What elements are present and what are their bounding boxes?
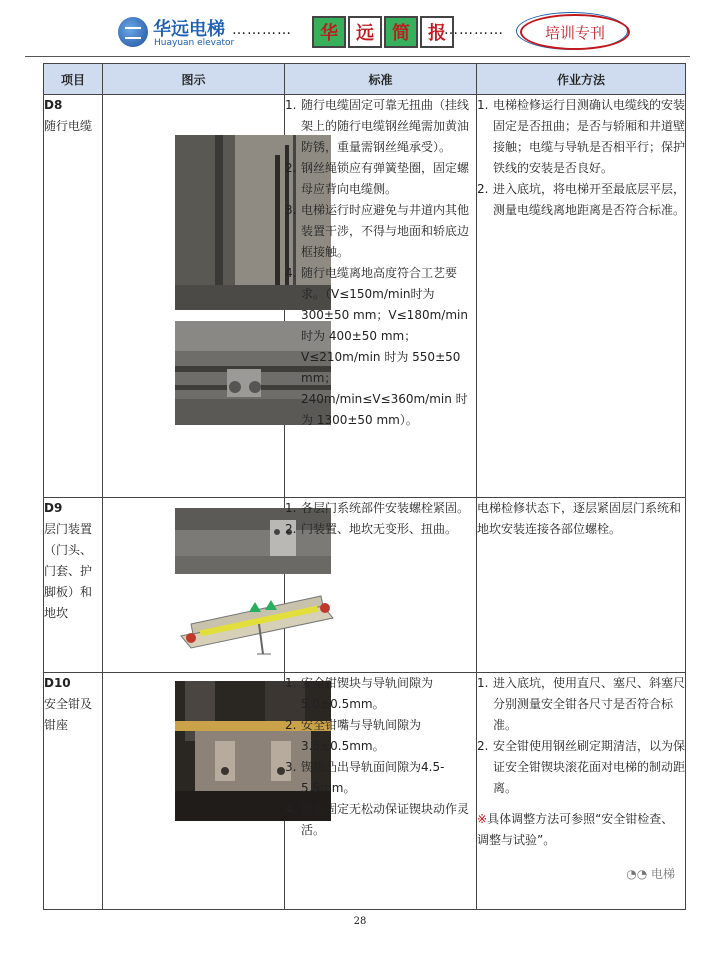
list-item: 1. 进入底坑，使用直尺、塞尺、斜塞尺分别测量安全钳各尺寸是否符合标准。 — [477, 676, 686, 732]
item-code: D8 — [44, 98, 63, 112]
training-tag: 培训专刊 — [520, 14, 630, 50]
list-item: 2. 进入底坑，将电梯开至最底层平层，测量电缆线离地距离是否符合标准。 — [477, 182, 686, 217]
note-text: 具体调整方法可参照“安全钳检查、调整与试验”。 — [477, 812, 674, 847]
logo-english: Huayuan elevator — [154, 38, 235, 48]
item-code: D10 — [44, 676, 71, 690]
adjustment-note — [477, 809, 685, 851]
company-logo-icon — [118, 17, 148, 47]
col-header-method: 作业方法 — [477, 64, 686, 95]
list-item: 3. 锲块凸出导轨面间隙为4.5-5.5mm。 — [285, 760, 445, 795]
newsletter-title — [312, 16, 456, 46]
header-dots-left: ………… — [232, 22, 292, 38]
method-cell — [477, 95, 686, 498]
header-dots-right: ………… — [444, 22, 504, 38]
standard-list — [285, 498, 476, 540]
item-name: 安全钳及钳座 — [44, 697, 93, 732]
table-row — [44, 673, 686, 910]
header — [0, 0, 720, 60]
standard-cell — [285, 673, 477, 910]
method-cell — [477, 673, 686, 910]
table-row — [44, 95, 686, 498]
source-watermark: ◔◔ 电梯 — [626, 867, 675, 881]
illustration-cell — [103, 673, 285, 910]
table-header-row — [44, 64, 686, 95]
logo-chinese: 华远电梯 — [153, 19, 225, 40]
list-item: 2. 钢丝绳锁应有弹簧垫圈，固定螺母应背向电缆侧。 — [285, 161, 470, 196]
item-name: 层门装置（门头、门套、护脚板）和地坎 — [44, 522, 93, 620]
note-mark: ※ — [477, 812, 488, 826]
method-list — [477, 673, 685, 799]
standard-list — [285, 95, 476, 431]
list-item: 1. 各层门系统部件安装螺栓紧固。 — [285, 501, 470, 515]
list-item: 1. 安全钳锲块与导轨间隙为5.0±0.5mm。 — [285, 676, 434, 711]
col-header-standard: 标准 — [285, 64, 477, 95]
table-row — [44, 498, 686, 673]
list-item: 1. 电梯检修运行目测确认电缆线的安装固定是否扭曲；是否与轿厢和井道壁接触；电缆与导轨是否相平行；保护铁线的安装是否良好。 — [477, 98, 686, 175]
title-char: 远 — [348, 16, 382, 48]
door-hanger-diagram — [173, 584, 345, 664]
title-char: 报 — [420, 16, 454, 48]
standard-list — [285, 673, 476, 841]
list-item: 1. 随行电缆固定可靠无扭曲（挂线架上的随行电缆钢丝绳需加黄油防锈，重量需钢丝绳承受）。 — [285, 98, 470, 154]
col-header-illustration: 图示 — [103, 64, 285, 95]
maintenance-table — [43, 63, 686, 910]
page-number: 28 — [353, 916, 367, 927]
list-item: 2. 安全钳嘴与导轨间隙为3.5±0.5mm。 — [285, 718, 422, 753]
method-text: 电梯检修状态下，逐层紧固层门系统和地坎安装连接各部位螺栓。 — [477, 501, 682, 536]
list-item: 2. 门装置、地坎无变形、扭曲。 — [285, 522, 458, 536]
method-cell — [477, 498, 686, 673]
list-item: 4. 钳座固定无松动保证锲块动作灵活。 — [285, 802, 470, 837]
title-char: 简 — [384, 16, 418, 48]
illustration-cell — [103, 95, 285, 498]
item-code: D9 — [44, 501, 63, 515]
col-header-item: 项目 — [44, 64, 103, 95]
wechat-icon: ◔◔ — [626, 867, 651, 881]
standard-cell — [285, 95, 477, 498]
title-char: 华 — [312, 16, 346, 48]
list-item: 3. 电梯运行时应避免与井道内其他装置干涉，不得与地面和轿底边框接触。 — [285, 203, 470, 259]
header-divider — [25, 56, 690, 57]
item-cell — [44, 95, 103, 498]
item-name: 随行电缆 — [44, 119, 93, 133]
item-cell — [44, 673, 103, 910]
illustration-cell — [103, 498, 285, 673]
list-item: 4. 随行电缆离地高度符合工艺要求。（V≤150m/min时为 300±50 mm；V≤180m/min 时为 400±50 mm；V≤210m/min 时为 550±50 mm；240m/min≤V≤360m/min 时为 1300±50 mm）。 — [285, 266, 468, 427]
method-list — [477, 95, 685, 221]
list-item: 2. 安全钳使用钢丝刷定期清洁，以为保证安全钳锲块滚花面对电梯的制动距离。 — [477, 739, 686, 795]
item-cell — [44, 498, 103, 673]
